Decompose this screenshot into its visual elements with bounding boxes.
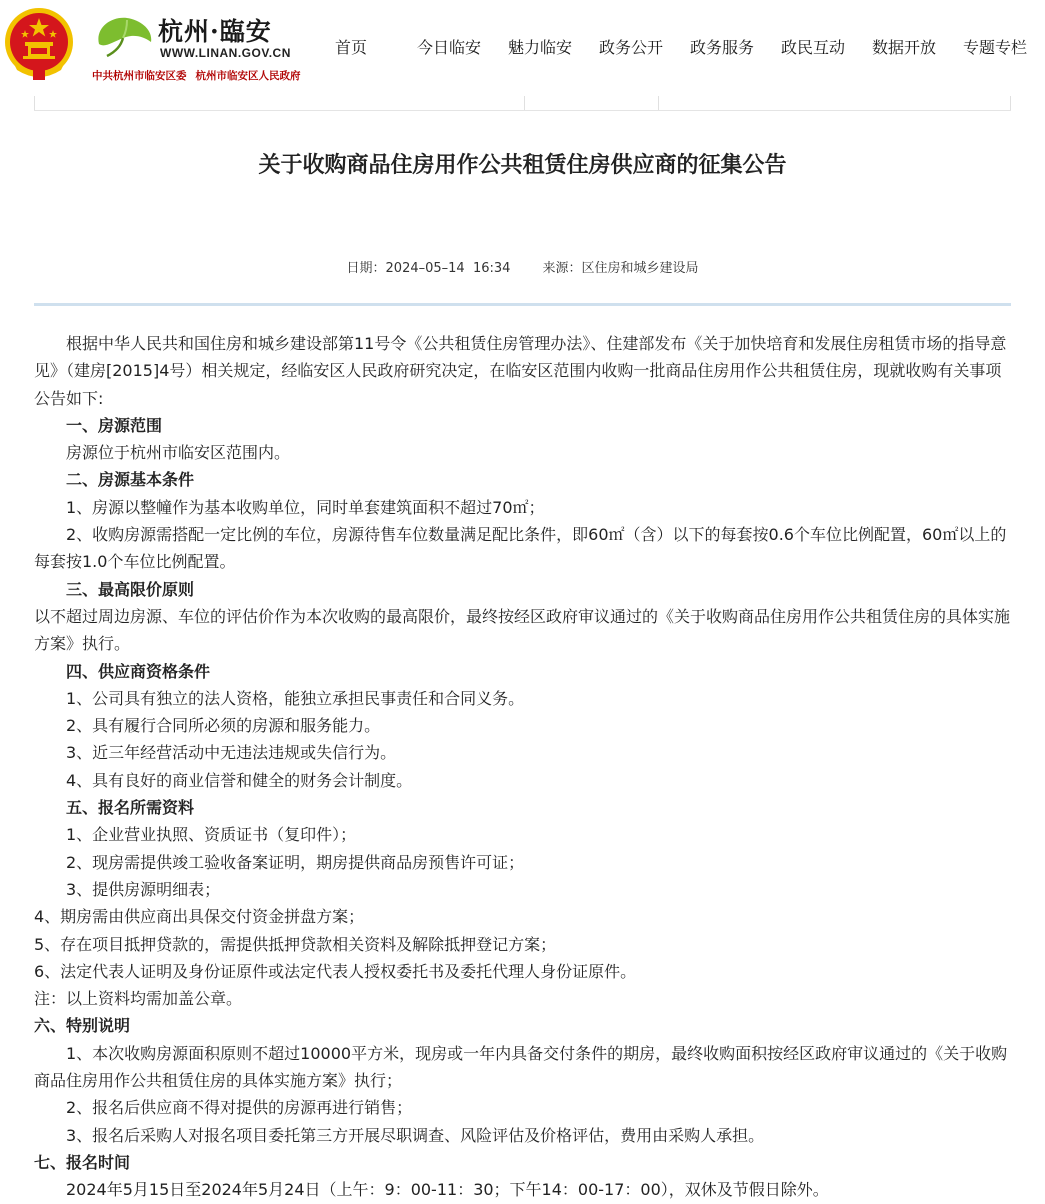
ginkgo-leaf-logo-icon[interactable] <box>93 14 157 58</box>
source-label: 来源： <box>542 261 582 276</box>
body-paragraph: 3、近三年经营活动中无违法违规或失信行为。 <box>66 743 397 763</box>
body-paragraph: 1、企业营业执照、资质证书（复印件）； <box>66 825 357 845</box>
body-paragraph: 以不超过周边房源、车位的评估价作为本次收购的最高限价，最终按经区政府审议通过的《关于收购商品住房用作公共租赁住房的具体实施方案》执行。 <box>34 606 1011 654</box>
article-date: 2024–05–14 16:34 <box>385 261 511 276</box>
article-source: 区住房和城乡建设局 <box>581 261 699 276</box>
body-paragraph: 1、公司具有独立的法人资格，能独立承担民事责任和合同义务。 <box>66 688 525 708</box>
national-emblem-icon[interactable] <box>3 4 75 84</box>
article-meta <box>0 257 1045 276</box>
site-header <box>0 0 1045 95</box>
nav-item-gov-service[interactable]: 政务服务 <box>690 38 755 57</box>
section-heading: 一、房源范围 <box>66 415 163 435</box>
nav-item-topics[interactable]: 专题专栏 <box>963 38 1028 57</box>
nav-item-today-linan[interactable]: 今日临安 <box>417 38 482 57</box>
nav-item-charm-linan[interactable]: 魅力临安 <box>508 38 573 57</box>
body-paragraph: 3、提供房源明细表； <box>66 879 221 899</box>
body-paragraph: 根据中华人民共和国住房和城乡建设部第11号令《公共租赁住房管理办法》、住建部发布《关于加快培育和发展住房租赁市场的指导意见》（建房[2015]4号）相关规定，经临安区人民政府研究决定，在临安区范围内收购一批商品住房用作公共租赁住房，现就收购有关事项公告如下: <box>34 334 1007 408</box>
body-paragraph: 2、收购房源需搭配一定比例的车位，房源待售车位数量满足配比条件，即60㎡（含）以下的每套按0.6个车位比例配置，60㎡以上的每套按1.0个车位比例配置。 <box>34 525 1007 572</box>
body-paragraph: 2、现房需提供竣工验收备案证明，期房提供商品房预售许可证； <box>66 852 525 872</box>
body-paragraph: 2、报名后供应商不得对提供的房源再进行销售； <box>66 1098 413 1118</box>
section-heading: 二、房源基本条件 <box>66 470 195 490</box>
subnav-divider <box>524 96 525 110</box>
nav-item-gov-info[interactable]: 政务公开 <box>599 38 664 57</box>
body-paragraph: 5、存在项目抵押贷款的，需提供抵押贷款相关资料及解除抵押登记方案； <box>34 934 557 954</box>
section-heading: 七、报名时间 <box>34 1152 131 1172</box>
main-nav <box>335 35 1027 58</box>
section-heading: 六、特别说明 <box>34 1016 131 1036</box>
subnav-dropdown-edge <box>34 96 1011 111</box>
subnav-divider <box>1010 96 1011 110</box>
body-paragraph: 1、房源以整幢作为基本收购单位，同时单套建筑面积不超过70㎡； <box>66 497 545 517</box>
subnav-divider <box>34 96 35 110</box>
nav-item-interaction[interactable]: 政民互动 <box>781 38 846 57</box>
article-title: 关于收购商品住房用作公共租赁住房供应商的征集公告 <box>258 153 787 178</box>
date-label: 日期： <box>346 261 386 276</box>
body-paragraph: 房源位于杭州市临安区范围内。 <box>66 443 291 463</box>
body-paragraph: 6、法定代表人证明及身份证原件或法定代表人授权委托书及委托代理人身份证原件。 <box>34 961 637 981</box>
body-paragraph: 4、具有良好的商业信誉和健全的财务会计制度。 <box>66 770 413 790</box>
subnav-divider <box>658 96 659 110</box>
body-paragraph: 2024年5月15日至2024年5月24日（上午：9：00-11：30；下午14：00-17：00），双休及节假日除外。 <box>66 1180 829 1200</box>
brand-name[interactable]: 杭州·臨安 <box>158 17 272 46</box>
title-divider <box>34 303 1011 306</box>
section-heading: 五、报名所需资料 <box>66 798 195 818</box>
brand-url: WWW.LINAN.GOV.CN <box>160 46 291 60</box>
body-paragraph: 注：以上资料均需加盖公章。 <box>34 989 243 1009</box>
nav-item-open-data[interactable]: 数据开放 <box>872 38 937 57</box>
brand-subtitle-gov: 杭州市临安区人民政府 <box>195 70 301 82</box>
brand-subtitle-party: 中共杭州市临安区委 <box>92 70 187 82</box>
nav-item-home[interactable]: 首页 <box>335 38 368 57</box>
section-heading: 三、最高限价原则 <box>66 579 195 599</box>
body-paragraph: 4、期房需由供应商出具保交付资金拼盘方案； <box>34 907 365 927</box>
section-heading: 四、供应商资格条件 <box>66 661 211 681</box>
body-paragraph: 3、报名后采购人对报名项目委托第三方开展尽职调查、风险评估及价格评估，费用由采购人承担。 <box>66 1125 765 1145</box>
body-paragraph: 1、本次收购房源面积原则不超过10000平方米，现房或一年内具备交付条件的期房，最终收购面积按经区政府审议通过的《关于收购商品住房用作公共租赁住房的具体实施方案》执行； <box>34 1043 1008 1091</box>
article-body <box>34 330 1011 1204</box>
brand-subtitle <box>92 68 310 83</box>
body-paragraph: 2、具有履行合同所必须的房源和服务能力。 <box>66 716 381 736</box>
